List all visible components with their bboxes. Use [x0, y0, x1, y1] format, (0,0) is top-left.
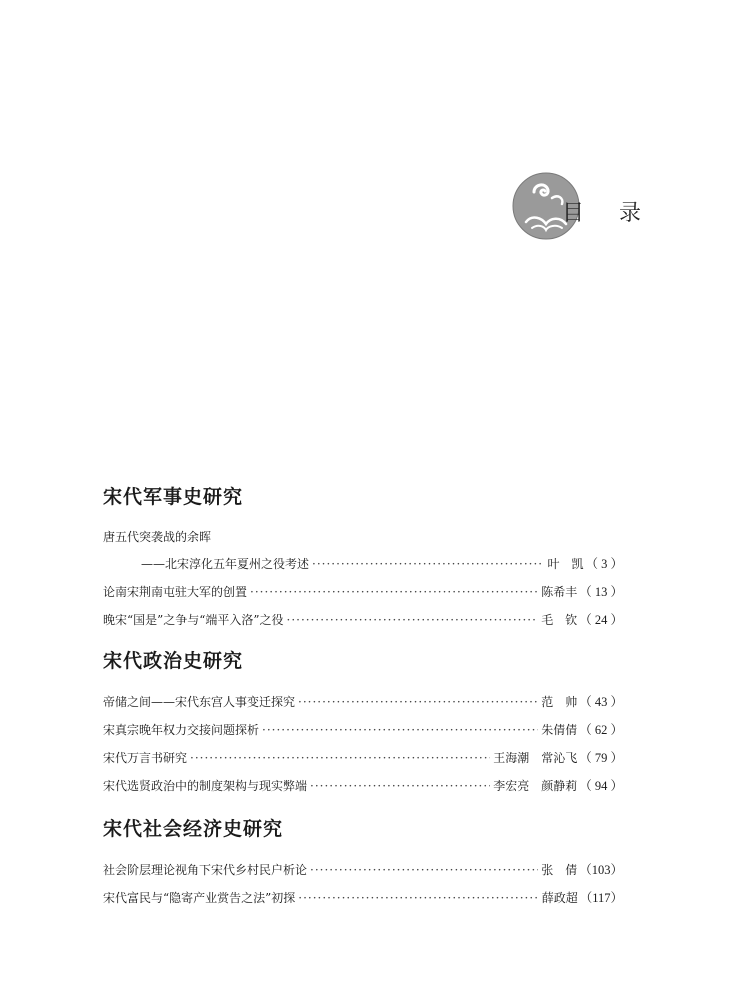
entry-author: 朱倩倩 — [541, 723, 578, 737]
entry-title-line: 唐五代突袭战的余晖 — [103, 530, 212, 544]
toc-entry[interactable] — [103, 744, 623, 772]
entry-author: 张 倩 — [541, 863, 578, 877]
entry-title: 宋代富民与“隐寄产业赏告之法”初探 — [103, 891, 296, 905]
entry-author: 毛 钦 — [541, 613, 578, 627]
entry-author: 王海潮 常沁飞 — [493, 751, 578, 765]
entry-title: ——北宋淳化五年夏州之役考述 — [141, 557, 310, 571]
section-title: 宋代社会经济史研究 — [103, 818, 284, 840]
leader-dots — [190, 744, 490, 772]
leader-dots — [310, 856, 538, 884]
entry-author: 范 帅 — [541, 695, 578, 709]
leader-dots — [262, 716, 538, 744]
leader-dots — [298, 688, 538, 716]
entry-page: （ 94 ） — [579, 779, 623, 793]
toc-entry[interactable] — [103, 884, 623, 912]
entry-author: 薛政超 — [541, 891, 578, 905]
toc-entry[interactable] — [103, 856, 623, 884]
toc-heading: 目 录 — [562, 201, 655, 226]
entry-page: （117） — [579, 891, 623, 905]
section-military-history — [103, 484, 623, 634]
leader-dots — [312, 550, 544, 578]
entry-page: （103） — [579, 863, 623, 877]
toc-entry[interactable] — [103, 716, 623, 744]
entry-title: 宋代选贤政治中的制度架构与现实弊端 — [103, 779, 308, 793]
entry-page: （ 24 ） — [579, 613, 623, 627]
entry-page: （ 79 ） — [579, 751, 623, 765]
entry-page: （ 43 ） — [579, 695, 623, 709]
entry-author: 叶 凯 — [547, 557, 584, 571]
entry-page: （ 13 ） — [579, 585, 623, 599]
entry-title: 社会阶层理论视角下宋代乡村民户析论 — [103, 863, 308, 877]
section-title: 宋代政治史研究 — [103, 650, 244, 672]
leader-dots — [298, 884, 538, 912]
section-title: 宋代军事史研究 — [103, 486, 244, 508]
entry-title: 宋代万言书研究 — [103, 751, 188, 765]
toc-entry[interactable] — [103, 606, 623, 634]
entry-title: 论南宋荆南屯驻大军的创置 — [103, 585, 248, 599]
toc-entry[interactable] — [103, 550, 623, 578]
entry-page: （ 62 ） — [579, 723, 623, 737]
entry-page: （ 3 ） — [585, 557, 623, 571]
leader-dots — [287, 606, 539, 634]
leader-dots — [310, 772, 490, 800]
toc-entry[interactable] — [103, 688, 623, 716]
toc-entry[interactable] — [103, 578, 623, 606]
entry-author: 李宏亮 颜静莉 — [493, 779, 578, 793]
entry-title: 宋真宗晚年权力交接问题探析 — [103, 723, 260, 737]
entry-title: 晚宋“国是”之争与“端平入洛”之役 — [103, 613, 284, 627]
leader-dots — [250, 578, 538, 606]
section-socioeconomic-history — [103, 816, 623, 912]
entry-title: 帝储之间——宋代东宫人事变迁探究 — [103, 695, 296, 709]
section-political-history — [103, 648, 623, 800]
toc-entry[interactable] — [103, 772, 623, 800]
entry-author: 陈希丰 — [541, 585, 578, 599]
